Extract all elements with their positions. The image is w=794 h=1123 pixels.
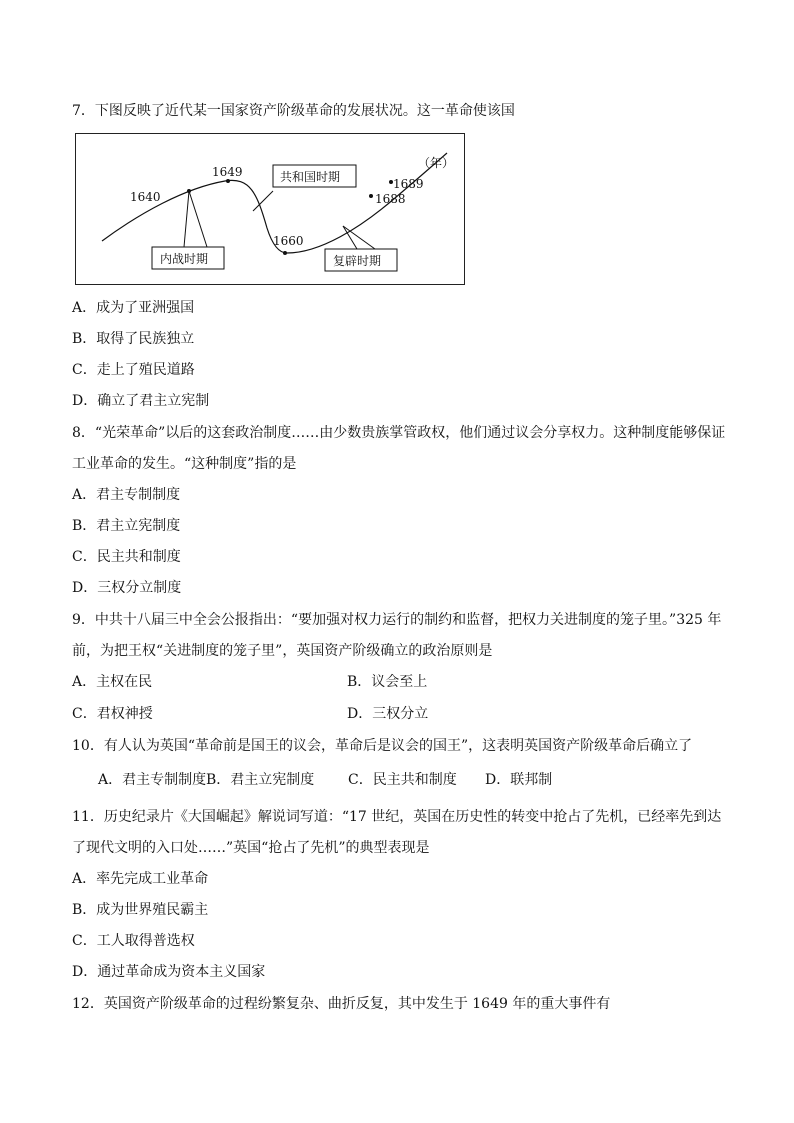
q8-option-b: B．君主立宪制度 — [72, 518, 181, 534]
q11-stem-line-2: 了现代文明的入口处……”英国“抢占了先机”的典型表现是 — [72, 840, 430, 856]
q8-stem-line-1: 8．“光荣革命”以后的这套政治制度……由少数贵族掌管政权，他们通过议会分享权力。这种制度能够保证 — [72, 425, 726, 441]
q10-option-b: B．君主立宪制度 — [206, 772, 315, 788]
q11-option-d: D．通过革命成为资本主义国家 — [72, 964, 266, 980]
civil-war-label: 内战时期 — [160, 252, 209, 266]
figure-border — [76, 134, 465, 285]
year-label-1688: 1688 — [375, 192, 406, 206]
q8-stem-line-2: 工业革命的发生。“这种制度”指的是 — [72, 456, 297, 472]
q7-figure — [75, 133, 465, 285]
point-1649 — [226, 179, 230, 183]
q9-stem-line-1: 9．中共十八届三中全会公报指出：“要加强对权力运行的制约和监督，把权力关进制度的笼子里。”325 年 — [72, 612, 722, 628]
q8-option-c: C．民主共和制度 — [72, 549, 181, 565]
q11-option-b: B．成为世界殖民霸主 — [72, 902, 209, 918]
q10-option-d: D．联邦制 — [485, 772, 553, 788]
q9-option-c: C．君权神授 — [72, 706, 153, 722]
q9-option-a: A．主权在民 — [72, 674, 153, 690]
point-1660 — [283, 251, 287, 255]
q7-option-d: D．确立了君主立宪制 — [72, 393, 210, 409]
q10-option-a: A．君主专制制度 — [98, 772, 207, 788]
restoration-label: 复辟时期 — [333, 254, 382, 268]
q9-option-d: D．三权分立 — [347, 706, 429, 722]
q11-option-c: C．工人取得普选权 — [72, 933, 195, 949]
commonwealth-label: 共和国时期 — [280, 170, 341, 184]
q9-option-b: B．议会至上 — [347, 674, 428, 690]
point-1688 — [369, 194, 373, 198]
q9-stem-line-2: 前，为把王权“关进制度的笼子里”，英国资产阶级确立的政治原则是 — [72, 643, 493, 659]
q12-stem: 12．英国资产阶级革命的过程纷繁复杂、曲折反复，其中发生于 1649 年的重大事件有 — [72, 996, 611, 1012]
q7-option-c: C．走上了殖民道路 — [72, 362, 195, 378]
revolution-curve-diagram — [75, 133, 465, 285]
year-label-1649: 1649 — [212, 165, 243, 179]
year-label-1660: 1660 — [273, 234, 304, 248]
q10-option-c: C．民主共和制度 — [348, 772, 457, 788]
q10-stem: 10．有人认为英国“革命前是国王的议会，革命后是议会的国王”，这表明英国资产阶级革命后确立了 — [72, 738, 693, 754]
year-label-1640: 1640 — [130, 190, 161, 204]
q11-stem-line-1: 11．历史纪录片《大国崛起》解说词写道：“17 世纪，英国在历史性的转变中抢占了先机，已经率先到达 — [72, 809, 722, 825]
q8-option-a: A．君主专制制度 — [72, 487, 181, 503]
q7-stem: 7．下图反映了近代某一国家资产阶级革命的发展状况。这一革命使该国 — [72, 103, 515, 119]
q8-option-d: D．三权分立制度 — [72, 580, 182, 596]
q7-option-b: B．取得了民族独立 — [72, 331, 195, 347]
year-unit-label: （年） — [418, 156, 455, 170]
q11-option-a: A．率先完成工业革命 — [72, 871, 209, 887]
year-label-1689: 1689 — [393, 177, 424, 191]
q7-option-a: A．成为了亚洲强国 — [72, 300, 195, 316]
